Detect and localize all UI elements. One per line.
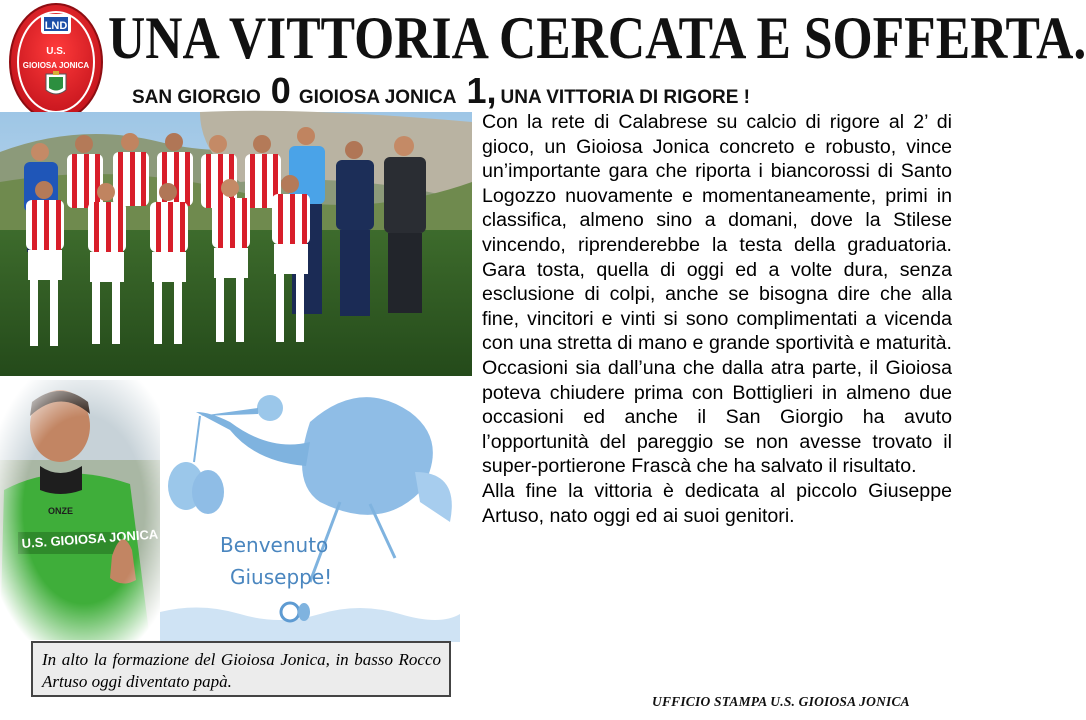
club-logo (8, 2, 104, 122)
logo-club-text-1: U.S. (46, 46, 66, 57)
photo-caption: In alto la formazione del Gioiosa Jonica, in basso Rocco Artuso oggi diventato papà. (31, 641, 451, 697)
stork-line-2: Giuseppe! (230, 565, 333, 589)
article-body (482, 110, 952, 714)
article-paragraph-1: Con la rete di Calabrese su calcio di rigore al 2’ di gioco, un Gioiosa Jonica concreto e robusto, vince un’importante gara che riporta i biancorossi di Santo Logozzo nuovamente e momentaneamente, primi in classifica, almeno sino a domani, dove la Stilese vincendo, riprenderebbe la testa della graduatoria. Gara tosta, quella di oggi ed a volte dura, senza esclusione di colpi, anche se bisogna dire che alla fine, vincitori e vinti si sono complimentati a vicenda con una stretta di mano e grande sportività e maturità. Occasioni sia dall’una che dalla atra parte, il Gioiosa poteva chiudere prima con Bottiglieri in almeno due occasioni ed anche il San Giorgio ha avuto l’opportunità del pareggio se non avesse trovato il super-portierone Frascà che ha salvato il risultato. (482, 111, 952, 478)
stork-illustration (160, 382, 460, 642)
tagline: UNA VITTORIA DI RIGORE ! (500, 87, 750, 108)
score-line (132, 70, 750, 110)
team-photo (0, 112, 472, 376)
away-team: GIOIOSA JONICA (298, 87, 457, 108)
home-score: 0 (270, 70, 291, 111)
article-paragraph-2: Alla fine la vittoria è dedicata al piccolo Giuseppe Artuso, nato oggi ed ai suoi genitori. (482, 479, 952, 527)
logo-club-text-2: GIOIOSA JONICA (22, 61, 90, 70)
stork-line-1: Benvenuto (220, 533, 329, 557)
away-score: 1, (466, 70, 497, 111)
press-office-signature: UFFICIO STAMPA U.S. GIOIOSA JONICA (652, 694, 910, 709)
home-team: SAN GIORGIO (132, 87, 261, 108)
headline: UNA VITTORIA CERCATA E SOFFERTA. (108, 5, 1086, 71)
logo-top-text: LND (44, 20, 68, 32)
rocco-artuso-photo (0, 380, 168, 640)
